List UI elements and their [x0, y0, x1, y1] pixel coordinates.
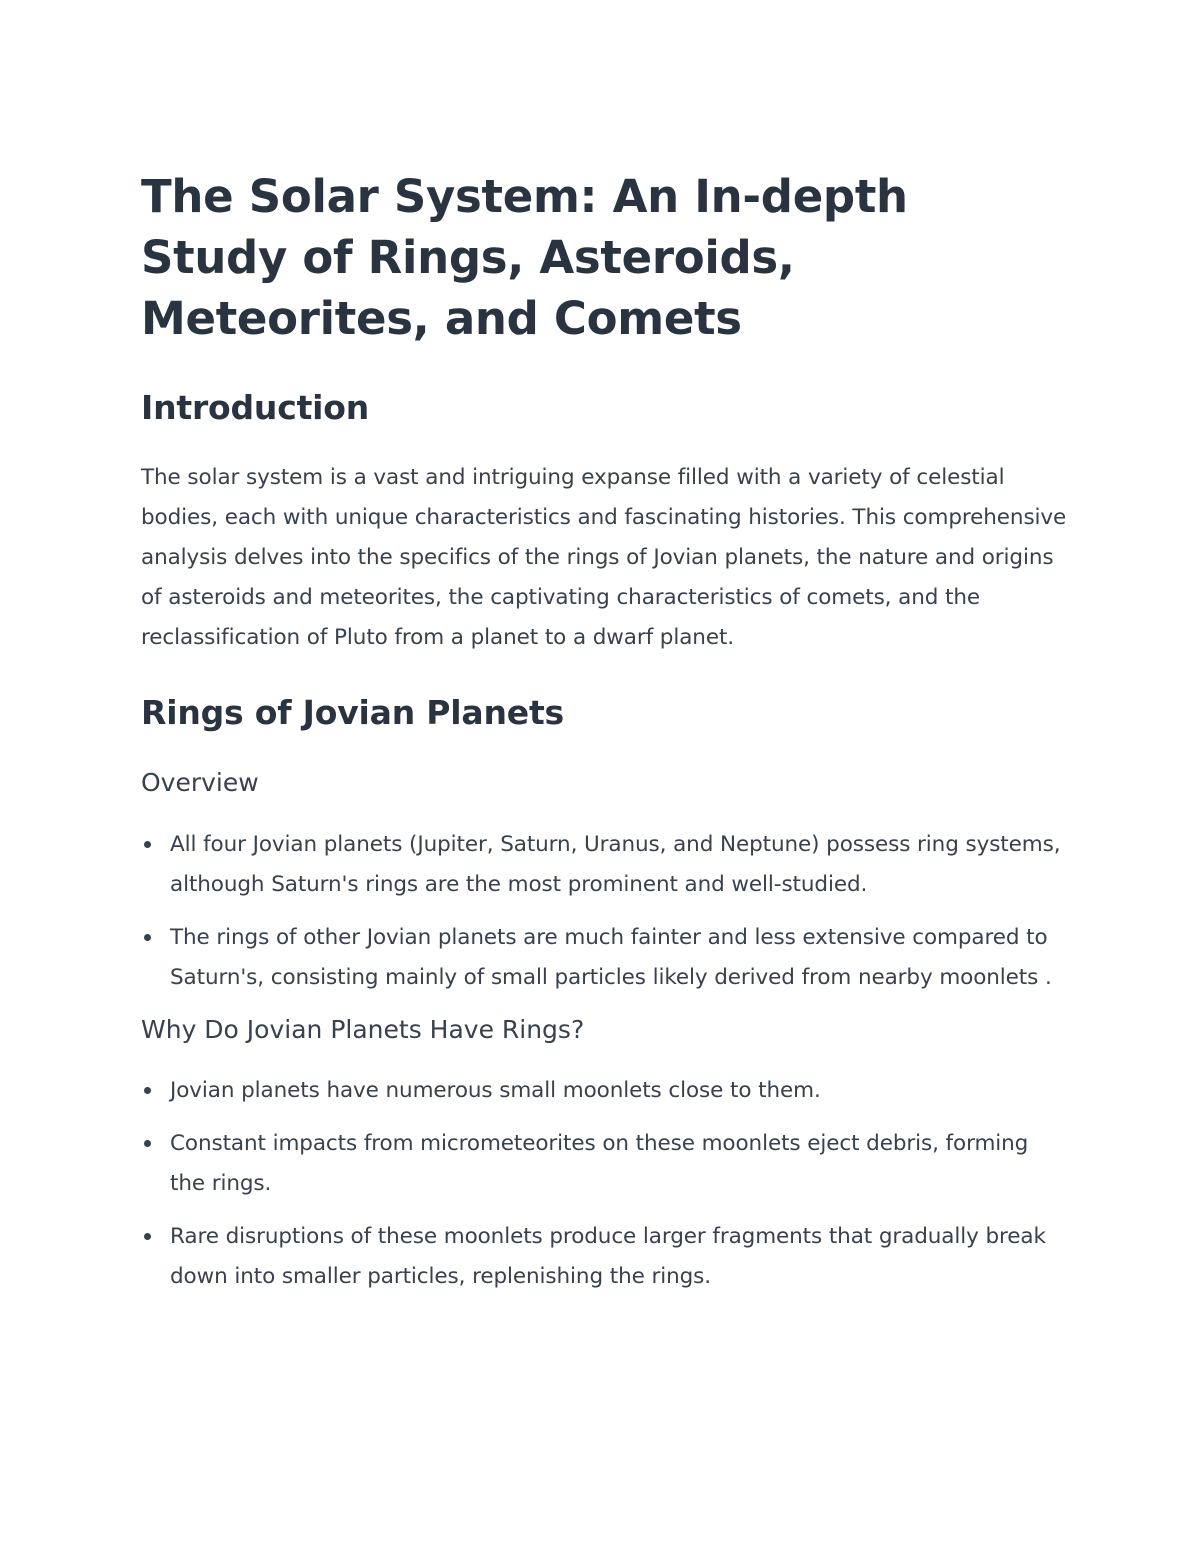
why-rings-subheading: Why Do Jovian Planets Have Rings?: [141, 1015, 585, 1044]
bullet-dot-icon: [144, 934, 151, 941]
list-item-text: All four Jovian planets (Jupiter, Saturn, Uranus, and Neptune) possess ring systems, although Saturn's rings are the most prominent and well-studied.: [170, 832, 1061, 897]
why-rings-list: [141, 1071, 1068, 1297]
document-title: The Solar System: An In-depth Study of Rings, Asteroids, Meteorites, and Comets: [141, 170, 908, 345]
list-item-text: Constant impacts from micrometeorites on these moonlets eject debris, forming the rings.: [170, 1131, 1029, 1196]
list-item-text: Jovian planets have numerous small moonlets close to them.: [170, 1078, 821, 1103]
overview-list: [141, 825, 1068, 998]
list-item: [141, 918, 1068, 998]
introduction-heading: Introduction: [141, 388, 370, 427]
bullet-dot-icon: [144, 1233, 151, 1240]
list-item: [141, 1071, 1068, 1111]
overview-subheading: Overview: [141, 768, 259, 797]
bullet-dot-icon: [144, 1140, 151, 1147]
list-item-text: Rare disruptions of these moonlets produce larger fragments that gradually break down into smaller particles, replenishing the rings.: [170, 1224, 1046, 1289]
bullet-dot-icon: [144, 1087, 151, 1094]
introduction-paragraph: The solar system is a vast and intriguing expanse filled with a variety of celestial bodies, each with unique characteristics and fascinating histories. This comprehensive analysis delves into the specifics of the rings of Jovian planets, the nature and origins of asteroids and meteorites, the captivating characteristics of comets, and the reclassification of Pluto from a planet to a dwarf planet.: [141, 465, 1067, 650]
list-item: [141, 1217, 1068, 1297]
bullet-dot-icon: [144, 841, 151, 848]
list-item: [141, 1124, 1068, 1204]
list-item: [141, 825, 1068, 905]
rings-section-heading: Rings of Jovian Planets: [141, 693, 564, 732]
list-item-text: The rings of other Jovian planets are much fainter and less extensive compared to Saturn's, consisting mainly of small particles likely derived from nearby moonlets .: [170, 925, 1052, 990]
